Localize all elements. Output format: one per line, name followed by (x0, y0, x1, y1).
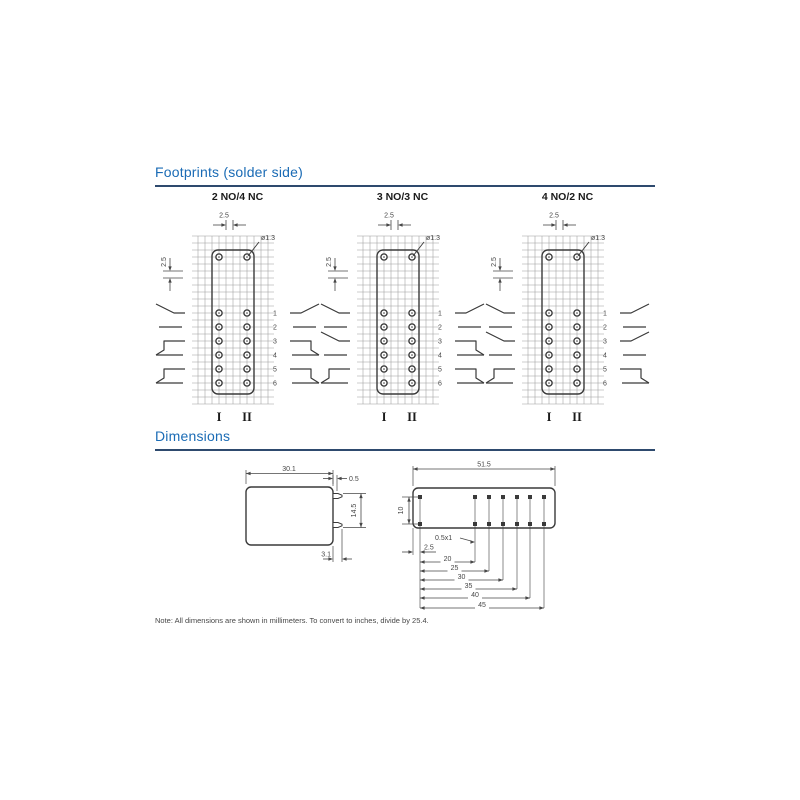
body-width-dimension (246, 466, 333, 484)
relay-pin-side (333, 494, 342, 499)
solder-pad-center (246, 326, 248, 328)
pin-distance-label: 45 (478, 602, 486, 609)
dimension-arrow (359, 523, 362, 528)
edge-offset-label: 2.5 (424, 544, 434, 552)
solder-pad-center (548, 256, 550, 258)
dimension-arrow (328, 477, 333, 480)
solder-pad-center (411, 368, 413, 370)
dimensions-note: Note: All dimensions are shown in millimeters. To convert to inches, divide by 25.4. (155, 616, 429, 625)
solder-pad-center (411, 256, 413, 258)
relay-pin (515, 495, 519, 499)
pin-offset-label: 0.5 (349, 476, 359, 483)
relay-pin (501, 495, 505, 499)
pin-distance-dimension (420, 574, 503, 582)
solder-pad-center (576, 368, 578, 370)
footprint-diagram (485, 205, 650, 427)
dimension-arrow (168, 278, 171, 283)
no-contact-symbol (620, 304, 649, 313)
pin-number: 1 (603, 310, 607, 318)
dimension-arrow (550, 467, 555, 470)
solder-pad-center (548, 354, 550, 356)
pin-number: 1 (438, 310, 442, 318)
column-numeral: II (407, 410, 417, 424)
pitch-top-label: 2.5 (549, 212, 559, 220)
solder-pad-center (218, 368, 220, 370)
dimension-arrow (498, 578, 503, 581)
solder-pad-center (383, 256, 385, 258)
solder-pad-center (576, 312, 578, 314)
dimension-arrow (470, 560, 475, 563)
hole-diameter-callout (413, 235, 440, 256)
pitch-dimension-top (213, 213, 246, 231)
dimension-arrow (420, 560, 425, 563)
pitch-dimension-top (378, 213, 411, 231)
relay-body-bottom (413, 488, 555, 528)
side-view-drawing (238, 455, 388, 570)
dimension-arrow (420, 587, 425, 590)
solder-pad-center (548, 326, 550, 328)
pin-distance-dimension (420, 583, 517, 591)
pin-number: 4 (438, 352, 442, 360)
footprint-figure (155, 191, 320, 427)
no-contact-symbol (290, 304, 319, 313)
nc-contact-symbol (290, 341, 319, 355)
solder-pad-center (411, 312, 413, 314)
pitch-left-label: 2.5 (491, 257, 498, 267)
relay-pin (528, 495, 532, 499)
relay-pin (515, 522, 519, 526)
dimension-arrow (551, 223, 556, 226)
solder-pad-center (548, 382, 550, 384)
relay-pin (418, 522, 422, 526)
dimension-arrow (525, 596, 530, 599)
pitch-top-label: 2.5 (384, 212, 394, 220)
pitch-dimension-left (326, 257, 348, 291)
hole-diameter-callout (578, 235, 605, 256)
relay-pin (487, 495, 491, 499)
hole-diameter-label: ø1.3 (426, 235, 441, 242)
column-numeral: I (216, 410, 222, 424)
solder-pad-center (218, 326, 220, 328)
body-length-label: 51.5 (477, 461, 491, 469)
no-contact-symbol (321, 332, 350, 341)
dimension-arrow (333, 266, 336, 271)
dimension-arrow (246, 472, 251, 475)
dimension-arrow (386, 223, 391, 226)
column-numeral: I (546, 410, 552, 424)
pin-distance-dimension (420, 602, 544, 610)
footprint-figure (320, 191, 485, 427)
pin-number: 2 (603, 324, 607, 332)
pin-number: 4 (273, 352, 277, 360)
dimension-arrow (328, 472, 333, 475)
pitch-left-label: 2.5 (326, 257, 333, 267)
dimension-arrow (420, 569, 425, 572)
solder-pad-center (383, 382, 385, 384)
dimension-arrow (233, 223, 238, 226)
pin-number: 3 (438, 338, 442, 346)
no-contact-symbol (156, 304, 185, 313)
relay-pin (501, 522, 505, 526)
pin-span-label: 14.5 (351, 503, 358, 518)
hole-diameter-callout (248, 235, 275, 256)
edge-offset-dimension (402, 545, 436, 554)
footprint-grid (522, 236, 604, 404)
relay-pin-side (333, 523, 342, 528)
pin-number: 5 (273, 366, 277, 374)
solder-pad-center (576, 256, 578, 258)
pin-number: 6 (438, 380, 442, 388)
dimension-arrow (407, 497, 410, 502)
pin-distance-label: 25 (450, 565, 459, 572)
dimension-arrow (498, 278, 501, 283)
pin-number: 6 (603, 380, 607, 388)
footprint-title: 4 NO/2 NC (541, 191, 594, 203)
body-width-label: 30.1 (282, 466, 296, 473)
relay-pin (487, 522, 491, 526)
footprints-heading-rule (155, 185, 655, 187)
pin-size-callout (435, 535, 475, 544)
body-length-dimension (413, 462, 555, 487)
dimension-arrow (221, 223, 226, 226)
no-contact-symbol (486, 304, 515, 313)
dimension-arrow (563, 223, 568, 226)
dimension-arrow (408, 550, 413, 553)
solder-pad-center (576, 340, 578, 342)
solder-pad-center (576, 326, 578, 328)
footprints-heading: Footprints (solder side) (155, 164, 303, 180)
contact-symbols (156, 304, 319, 383)
pin-number: 6 (273, 380, 277, 388)
dimension-arrow (498, 266, 501, 271)
solder-pad-center (411, 354, 413, 356)
pin-length-label: 3.1 (321, 551, 331, 559)
pin-size-label: 0.5x1 (435, 535, 453, 542)
solder-pad-center (411, 326, 413, 328)
pin-distance-dimension (420, 565, 489, 573)
row-pitch-dimension (398, 497, 418, 524)
dimension-arrow (512, 587, 517, 590)
hole-diameter-label: ø1.3 (591, 235, 606, 242)
no-contact-symbol (620, 332, 649, 341)
solder-pad-center (246, 382, 248, 384)
dimension-arrow (168, 266, 171, 271)
dimension-arrow (342, 557, 347, 560)
footprint-diagram (320, 205, 485, 427)
pin-distance-label: 35 (464, 583, 473, 590)
column-numeral: I (381, 410, 387, 424)
relay-pin (528, 522, 532, 526)
solder-pad-center (383, 368, 385, 370)
footprint-title: 2 NO/4 NC (211, 191, 264, 203)
pitch-dimension-left (491, 257, 513, 291)
solder-pad-center (218, 354, 220, 356)
pin-offset-dimension (323, 475, 359, 491)
nc-contact-symbol (156, 369, 185, 383)
solder-pad-center (246, 354, 248, 356)
dimension-arrow (398, 223, 403, 226)
dimension-arrow (470, 540, 475, 543)
solder-pad-center (246, 256, 248, 258)
row-pitch-label: 10 (398, 506, 405, 515)
pin-distance-label: 30 (457, 574, 466, 581)
dimension-arrow (337, 477, 342, 480)
pin-number: 1 (273, 310, 277, 318)
footprint-grid (192, 236, 274, 404)
pin-distance-dimension (420, 556, 475, 564)
contact-symbols (321, 304, 484, 383)
solder-pad-center (576, 382, 578, 384)
pin-number: 4 (603, 352, 607, 360)
pin-number: 5 (438, 366, 442, 374)
no-contact-symbol (321, 304, 350, 313)
dimension-arrow (484, 569, 489, 572)
nc-contact-symbol (290, 369, 319, 383)
hole-diameter-label: ø1.3 (261, 235, 276, 242)
solder-pad-center (548, 340, 550, 342)
pin-number: 2 (273, 324, 277, 332)
solder-pad-center (246, 312, 248, 314)
relay-pins-bottom (418, 495, 546, 526)
solder-pad-center (218, 382, 220, 384)
solder-pad-center (246, 340, 248, 342)
pitch-left-label: 2.5 (161, 257, 168, 267)
dimension-arrow (420, 596, 425, 599)
pin-distance-label: 40 (471, 592, 479, 599)
relay-pin (473, 522, 477, 526)
column-numeral: II (242, 410, 252, 424)
dimensions-heading-rule (155, 449, 655, 451)
bottom-view-drawing (398, 460, 588, 618)
solder-pad-center (246, 368, 248, 370)
nc-contact-symbol (455, 369, 484, 383)
column-numeral: II (572, 410, 582, 424)
solder-pad-center (383, 326, 385, 328)
solder-pad-center (548, 312, 550, 314)
solder-pad-center (411, 340, 413, 342)
dimension-arrow (407, 519, 410, 524)
solder-pad-center (411, 382, 413, 384)
footprint-figure (485, 191, 650, 427)
nc-contact-symbol (455, 341, 484, 355)
pin-number: 2 (438, 324, 442, 332)
footprint-grid (357, 236, 439, 404)
nc-contact-symbol (156, 341, 185, 355)
dimension-arrow (420, 578, 425, 581)
solder-pad-center (218, 340, 220, 342)
no-contact-symbol (486, 332, 515, 341)
dimension-arrow (333, 278, 336, 283)
nc-contact-symbol (620, 369, 649, 383)
pin-number: 3 (273, 338, 277, 346)
solder-pad-center (548, 368, 550, 370)
contact-symbols (486, 304, 649, 383)
solder-pad-center (383, 340, 385, 342)
dimension-arrow (413, 467, 418, 470)
relay-pin (542, 495, 546, 499)
nc-contact-symbol (486, 369, 515, 383)
pin-number: 3 (603, 338, 607, 346)
dimension-arrow (539, 606, 544, 609)
solder-pad-center (218, 312, 220, 314)
relay-body-side (246, 487, 333, 545)
no-contact-symbol (455, 304, 484, 313)
relay-pin (473, 495, 477, 499)
nc-contact-symbol (321, 369, 350, 383)
dimension-arrow (359, 494, 362, 499)
solder-pad-center (576, 354, 578, 356)
dimension-arrow (420, 606, 425, 609)
relay-pin (542, 522, 546, 526)
solder-pad-center (383, 312, 385, 314)
pin-number: 5 (603, 366, 607, 374)
solder-pad-center (218, 256, 220, 258)
dimensions-heading: Dimensions (155, 428, 231, 444)
solder-pad-center (383, 354, 385, 356)
pitch-top-label: 2.5 (219, 212, 229, 220)
footprint-diagram (155, 205, 320, 427)
pitch-dimension-top (543, 213, 576, 231)
relay-pin (418, 495, 422, 499)
footprint-title: 3 NO/3 NC (376, 191, 429, 203)
pin-distance-dimension (420, 592, 530, 600)
pitch-dimension-left (161, 257, 183, 291)
pin-span-dimension (343, 494, 366, 528)
pin-distance-label: 20 (443, 556, 452, 563)
